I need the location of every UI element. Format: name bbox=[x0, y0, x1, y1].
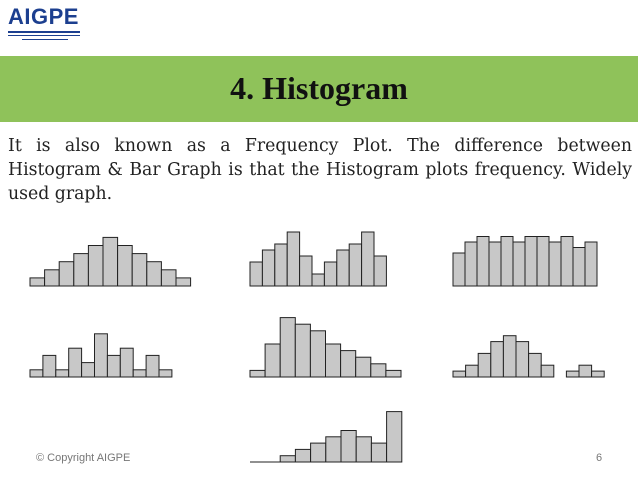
histogram-comb bbox=[30, 334, 172, 377]
histogram-bar bbox=[161, 270, 176, 286]
histogram-bar bbox=[371, 364, 386, 377]
histogram-bar bbox=[513, 242, 525, 286]
histogram-bar bbox=[133, 370, 146, 377]
histogram-bar bbox=[537, 237, 549, 287]
slide-title: 4. Histogram bbox=[230, 70, 408, 106]
histogram-bar bbox=[147, 262, 162, 286]
histogram-bar bbox=[95, 334, 108, 377]
histogram-bar bbox=[489, 242, 501, 286]
histogram-bar bbox=[74, 254, 89, 286]
histogram-bar bbox=[250, 370, 265, 377]
histogram-bar bbox=[337, 250, 349, 286]
histogram-bar bbox=[503, 336, 516, 377]
histogram-bar bbox=[311, 443, 326, 462]
histogram-bar bbox=[69, 348, 82, 377]
histogram-bar bbox=[466, 365, 479, 377]
histogram-bar bbox=[362, 232, 374, 286]
histogram-bar bbox=[478, 353, 491, 377]
histogram-bar bbox=[250, 262, 262, 286]
histogram-bar bbox=[280, 318, 295, 377]
histogram-bar bbox=[45, 270, 60, 286]
histogram-bar bbox=[516, 342, 529, 377]
histogram-bimodal bbox=[250, 232, 386, 286]
histogram-bar bbox=[324, 262, 336, 286]
histogram-bar bbox=[477, 237, 489, 287]
histogram-bar bbox=[103, 237, 118, 286]
slide-body-text: It is also known as a Frequency Plot. The difference between Histogram & Bar Graph is that the Histogram plots frequency. Widely used graph. bbox=[8, 136, 632, 204]
histogram-bar bbox=[265, 344, 280, 377]
histogram-bar bbox=[491, 342, 504, 377]
histogram-bar bbox=[341, 351, 356, 377]
histogram-bar bbox=[287, 232, 299, 286]
histogram-bar bbox=[300, 256, 312, 286]
histogram-bar bbox=[387, 412, 402, 462]
histogram-bar bbox=[120, 348, 133, 377]
histogram-bar bbox=[310, 331, 325, 377]
histogram-bar bbox=[579, 365, 592, 377]
histogram-skewed-right bbox=[250, 318, 401, 377]
histogram-bar bbox=[585, 242, 597, 286]
histogram-bar bbox=[453, 253, 465, 286]
histogram-bar bbox=[82, 363, 95, 377]
histogram-bar bbox=[529, 353, 542, 377]
histogram-bar bbox=[295, 324, 310, 377]
histogram-bar bbox=[176, 278, 191, 286]
histogram-bar bbox=[132, 254, 147, 286]
histogram-bar bbox=[356, 437, 371, 462]
histogram-bar bbox=[573, 248, 585, 287]
histogram-bar bbox=[262, 250, 274, 286]
histogram-bar bbox=[453, 371, 466, 377]
histogram-bar bbox=[386, 370, 401, 377]
histogram-bar bbox=[592, 371, 605, 377]
histogram-bar bbox=[275, 244, 287, 286]
histogram-bar bbox=[549, 242, 561, 286]
histogram-isolated-peak bbox=[453, 336, 604, 377]
histogram-edge-peak bbox=[250, 412, 402, 462]
histogram-bar bbox=[43, 355, 56, 377]
histogram-bar bbox=[56, 370, 69, 377]
histogram-bar bbox=[146, 355, 159, 377]
histogram-bar bbox=[356, 357, 371, 377]
histogram-bar bbox=[295, 449, 310, 462]
histogram-bar bbox=[566, 371, 579, 377]
page-number: 6 bbox=[596, 452, 603, 464]
histogram-bar bbox=[118, 246, 133, 287]
histogram-bar bbox=[30, 370, 43, 377]
histogram-bar bbox=[59, 262, 74, 286]
histogram-bar bbox=[88, 246, 103, 287]
histogram-bar bbox=[107, 355, 120, 377]
histogram-bar bbox=[30, 278, 45, 286]
histogram-bar bbox=[501, 237, 513, 287]
histogram-bar bbox=[465, 242, 477, 286]
histogram-bar bbox=[349, 244, 361, 286]
histogram-bar bbox=[159, 370, 172, 377]
histogram-bar bbox=[541, 365, 554, 377]
logo-wordmark: AIGPE bbox=[8, 4, 79, 29]
histogram-bar bbox=[341, 431, 356, 463]
copyright-footer: © Copyright AIGPE bbox=[36, 452, 131, 464]
histogram-bar bbox=[326, 437, 341, 462]
histogram-bar bbox=[312, 274, 324, 286]
histogram-bar bbox=[374, 256, 386, 286]
histogram-bar bbox=[525, 237, 537, 287]
histogram-symmetric bbox=[30, 237, 191, 286]
histogram-bar bbox=[371, 443, 386, 462]
histogram-bar bbox=[561, 237, 573, 287]
histogram-bar bbox=[280, 456, 295, 462]
histogram-plateau bbox=[453, 237, 597, 287]
histogram-bar bbox=[326, 344, 341, 377]
